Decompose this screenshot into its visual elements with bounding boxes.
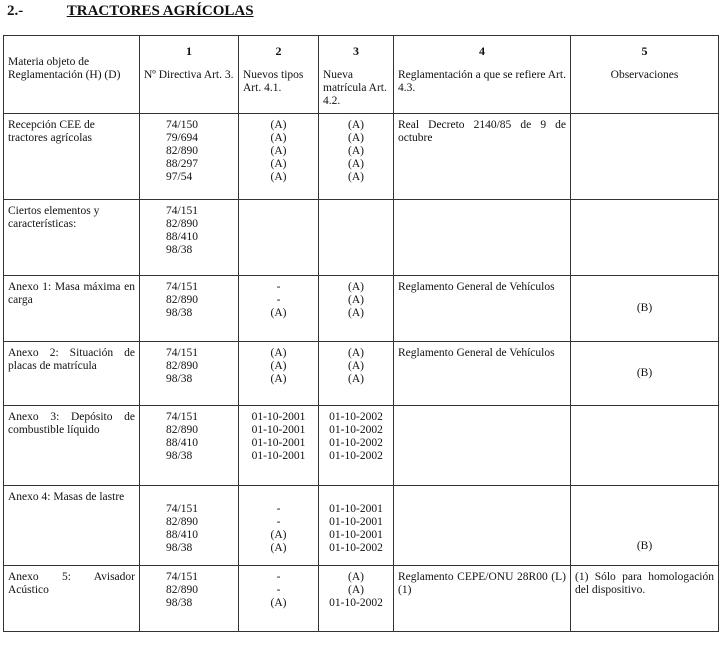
- materia-cell: Anexo 1: Masa máxima en carga: [4, 276, 140, 342]
- column-label: Nuevos tipos Art. 4.1.: [243, 69, 304, 94]
- regulation-table: [3, 35, 719, 632]
- materia-cell: Recepción CEE de tractores agrícolas: [4, 114, 140, 200]
- nueva-matricula-value: 01-10-2002: [329, 597, 383, 609]
- nueva-matricula-value: (A): [348, 281, 364, 293]
- nuevos-tipos-value: -: [276, 281, 281, 293]
- nueva-matricula-cell: [319, 342, 394, 406]
- nuevos-tipos-value: (A): [270, 132, 287, 144]
- section-heading: [7, 3, 254, 20]
- directiva-code: 74/151: [166, 281, 198, 293]
- directiva-cell: [140, 486, 239, 566]
- directiva-cell: [140, 342, 239, 406]
- section-title: TRACTORES AGRÍCOLAS: [66, 3, 254, 19]
- directiva-cell: [140, 114, 239, 200]
- header-cell-observaciones: [571, 36, 719, 114]
- table-row: [4, 566, 719, 632]
- nueva-matricula-value: (A): [348, 373, 364, 385]
- column-label: Materia objeto de Reglamentación (H) (D): [8, 56, 121, 81]
- directiva-code: 98/38: [166, 597, 193, 609]
- nuevos-tipos-cell: [239, 276, 319, 342]
- directiva-code: 88/297: [166, 158, 198, 170]
- directiva-cell: [140, 200, 239, 276]
- directiva-code: 97/54: [166, 171, 193, 183]
- nuevos-tipos-value: (A): [270, 145, 287, 157]
- header-cell-directiva: [140, 36, 239, 114]
- nuevos-tipos-cell: [239, 406, 319, 486]
- nuevos-tipos-value: (A): [270, 307, 287, 319]
- directiva-code: 82/890: [166, 294, 198, 306]
- directiva-cell: [140, 406, 239, 486]
- nueva-matricula-value: 01-10-2001: [329, 529, 383, 541]
- directiva-code: 98/38: [166, 244, 193, 256]
- directiva-code: 79/694: [166, 132, 198, 144]
- directiva-code: 82/890: [166, 516, 198, 528]
- directiva-code: 74/150: [166, 119, 198, 131]
- table-row: [4, 200, 719, 276]
- table-row: [4, 342, 719, 406]
- nueva-matricula-value: (A): [348, 132, 364, 144]
- reglamentacion-cell: [394, 486, 571, 566]
- observaciones-cell: [571, 114, 719, 200]
- header-cell-nueva-matricula: [319, 36, 394, 114]
- nueva-matricula-value: (A): [348, 307, 364, 319]
- materia-cell: Anexo 4: Masas de lastre: [4, 486, 140, 566]
- nueva-matricula-value: 01-10-2002: [329, 424, 383, 436]
- nueva-matricula-cell: [319, 276, 394, 342]
- nuevos-tipos-value: (A): [270, 119, 287, 131]
- nuevos-tipos-value: -: [276, 294, 281, 306]
- nuevos-tipos-value: 01-10-2001: [251, 450, 306, 462]
- column-number: 5: [641, 44, 648, 58]
- nueva-matricula-cell: [319, 200, 394, 276]
- nuevos-tipos-value: 01-10-2001: [251, 411, 306, 423]
- nuevos-tipos-cell: [239, 486, 319, 566]
- section-number: 2.-: [7, 3, 24, 19]
- nueva-matricula-value: 01-10-2001: [329, 503, 383, 515]
- nuevos-tipos-cell: [239, 200, 319, 276]
- column-number: 2: [275, 44, 282, 58]
- nueva-matricula-value: 01-10-2001: [329, 516, 383, 528]
- nuevos-tipos-value: 01-10-2001: [251, 437, 306, 449]
- nuevos-tipos-value: (A): [270, 373, 287, 385]
- reglamentacion-cell: [394, 406, 571, 486]
- directiva-code: 98/38: [166, 450, 193, 462]
- directiva-code: 88/410: [166, 231, 198, 243]
- directiva-code: 98/38: [166, 542, 193, 554]
- reglamentacion-cell: Reglamento General de Vehículos: [394, 276, 571, 342]
- nueva-matricula-cell: [319, 566, 394, 632]
- directiva-code: 74/151: [166, 571, 198, 583]
- nueva-matricula-value: (A): [348, 158, 364, 170]
- observaciones-cell: [571, 406, 719, 486]
- table-row: [4, 486, 719, 566]
- materia-cell: Anexo 5: Avisador Acústico: [4, 566, 140, 632]
- nueva-matricula-value: 01-10-2002: [329, 450, 383, 462]
- nueva-matricula-value: (A): [348, 360, 364, 372]
- nueva-matricula-cell: [319, 486, 394, 566]
- table-row: [4, 406, 719, 486]
- directiva-code: 98/38: [166, 373, 193, 385]
- nuevos-tipos-cell: [239, 342, 319, 406]
- nueva-matricula-value: (A): [348, 571, 364, 583]
- nuevos-tipos-value: (A): [270, 542, 287, 554]
- directiva-code: 74/151: [166, 347, 198, 359]
- reglamentacion-cell: Reglamento CEPE/ONU 28R00 (L) (1): [394, 566, 571, 632]
- observaciones-cell: (B): [571, 486, 719, 566]
- materia-cell: Anexo 2: Situación de placas de matrícula: [4, 342, 140, 406]
- column-label: Observaciones: [610, 69, 679, 81]
- reglamentacion-cell: Reglamento General de Vehículos: [394, 342, 571, 406]
- table-header-row: [4, 36, 719, 114]
- observaciones-cell: (B): [571, 342, 719, 406]
- nuevos-tipos-value: (A): [270, 360, 287, 372]
- nuevos-tipos-cell: [239, 566, 319, 632]
- directiva-code: 74/151: [166, 205, 198, 217]
- observaciones-cell: (1) Sólo para homologación del dispositivo.: [571, 566, 719, 632]
- nueva-matricula-cell: [319, 406, 394, 486]
- directiva-code: 88/410: [166, 529, 198, 541]
- nueva-matricula-value: (A): [348, 119, 364, 131]
- column-label: Nueva matrícula Art. 4.2.: [323, 69, 387, 107]
- materia-cell: Ciertos elementos y características:: [4, 200, 140, 276]
- nueva-matricula-value: (A): [348, 171, 364, 183]
- directiva-code: 88/410: [166, 437, 198, 449]
- directiva-code: 74/151: [166, 411, 198, 423]
- reglamentacion-cell: Real Decreto 2140/85 de 9 de octubre: [394, 114, 571, 200]
- table-row: [4, 276, 719, 342]
- nuevos-tipos-value: (A): [270, 347, 287, 359]
- nueva-matricula-value: (A): [348, 294, 364, 306]
- directiva-cell: [140, 276, 239, 342]
- observaciones-cell: [571, 200, 719, 276]
- nueva-matricula-value: (A): [348, 584, 364, 596]
- header-cell-materia: [4, 36, 140, 114]
- header-cell-reglamentacion: [394, 36, 571, 114]
- directiva-code: 82/890: [166, 360, 198, 372]
- header-cell-nuevos-tipos: [239, 36, 319, 114]
- nuevos-tipos-value: (A): [270, 529, 287, 541]
- nuevos-tipos-value: -: [276, 571, 281, 583]
- nuevos-tipos-value: 01-10-2001: [251, 424, 306, 436]
- directiva-code: 82/890: [166, 584, 198, 596]
- materia-cell: Anexo 3: Depósito de combustible líquido: [4, 406, 140, 486]
- column-label: Reglamentación a que se refiere Art. 4.3.: [398, 69, 566, 94]
- nuevos-tipos-value: (A): [270, 171, 287, 183]
- table-row: [4, 114, 719, 200]
- directiva-code: 82/890: [166, 145, 198, 157]
- directiva-cell: [140, 566, 239, 632]
- nueva-matricula-value: (A): [348, 145, 364, 157]
- nueva-matricula-value: 01-10-2002: [329, 437, 383, 449]
- reglamentacion-cell: [394, 200, 571, 276]
- column-label: Nº Directiva Art. 3.: [144, 69, 234, 81]
- nuevos-tipos-value: (A): [270, 597, 287, 609]
- nuevos-tipos-value: -: [276, 503, 281, 515]
- nuevos-tipos-value: -: [276, 516, 281, 528]
- directiva-code: 82/890: [166, 218, 198, 230]
- nueva-matricula-value: 01-10-2002: [329, 411, 383, 423]
- nueva-matricula-value: (A): [348, 347, 364, 359]
- nuevos-tipos-cell: [239, 114, 319, 200]
- column-number: 1: [186, 44, 192, 58]
- directiva-code: 98/38: [166, 307, 193, 319]
- column-number: [8, 36, 135, 56]
- directiva-code: 82/890: [166, 424, 198, 436]
- column-number: 4: [479, 44, 485, 58]
- directiva-code: 74/151: [166, 503, 198, 515]
- nueva-matricula-cell: [319, 114, 394, 200]
- nueva-matricula-value: 01-10-2002: [329, 542, 383, 554]
- nuevos-tipos-value: -: [276, 584, 281, 596]
- column-number: 3: [353, 44, 359, 58]
- observaciones-cell: (B): [571, 276, 719, 342]
- nuevos-tipos-value: (A): [270, 158, 287, 170]
